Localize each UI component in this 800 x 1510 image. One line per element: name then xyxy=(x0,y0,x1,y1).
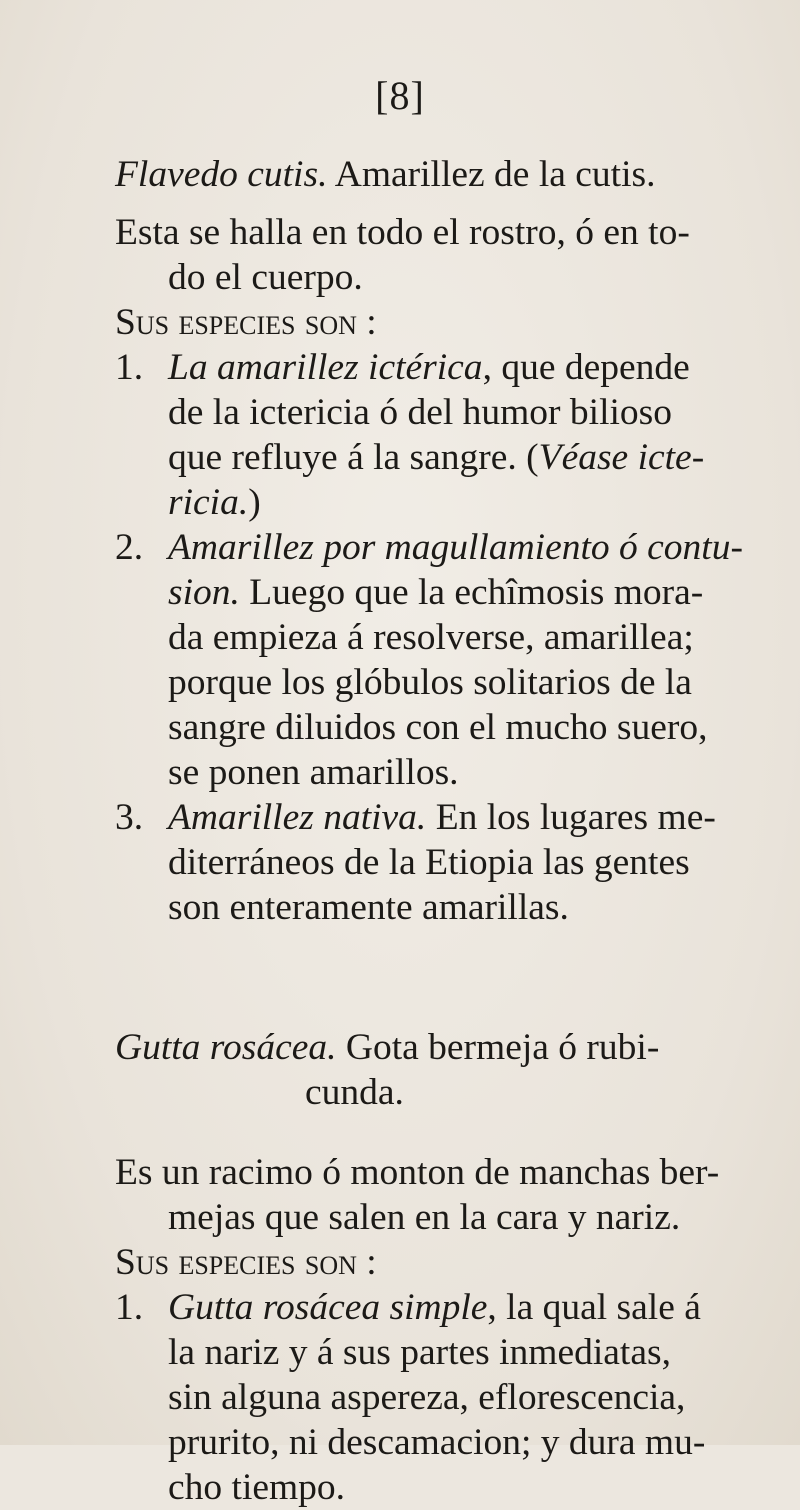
species-item-text: ) xyxy=(248,482,261,523)
gutta-section xyxy=(115,1025,775,1115)
species-item-text: diterráneos de la Etiopia las gentes xyxy=(168,842,690,883)
species-item-text: de la ictericia ó del humor bilioso xyxy=(168,392,673,433)
species-item-number: 1. xyxy=(115,347,144,388)
species-item-text: son enteramente amarillas. xyxy=(168,887,569,928)
species-item-term: Gutta rosácea simple xyxy=(168,1287,488,1328)
species-item-text: la nariz y á sus partes inmediatas, xyxy=(168,1332,671,1373)
species-item-2 xyxy=(115,525,775,570)
species-item-3 xyxy=(115,795,775,840)
flavedo-desc-line: Esta se halla en todo el rostro, ó en to- xyxy=(115,212,690,253)
species-item-text: sangre diluidos con el mucho suero, xyxy=(168,707,708,748)
species-item-text xyxy=(115,480,775,525)
gutta-heading-continued: cunda. xyxy=(305,1072,404,1113)
cross-reference: Véase icte- xyxy=(538,437,705,478)
gutta-body xyxy=(115,1150,775,1510)
page-number: [8] xyxy=(375,73,425,118)
flavedo-section xyxy=(115,152,775,197)
flavedo-species-label: Sus especies son : xyxy=(115,302,377,343)
flavedo-body xyxy=(115,210,775,930)
species-item-text: prurito, ni descamacion; y dura mu- xyxy=(168,1422,706,1463)
species-item-text: cho tiempo. xyxy=(168,1467,346,1508)
species-item-text: , la qual sale á xyxy=(487,1287,701,1328)
flavedo-desc-line: do el cuerpo. xyxy=(168,257,363,298)
species-item-text: que refluye á la sangre. ( xyxy=(168,437,539,478)
gutta-species-label: Sus especies son : xyxy=(115,1242,377,1283)
species-item-text: Luego que la echîmosis mora- xyxy=(239,572,704,613)
species-item-text: porque los glóbulos solitarios de la xyxy=(168,662,692,703)
gutta-species-item-1 xyxy=(115,1285,775,1330)
gutta-heading-term: Gutta rosácea. xyxy=(115,1027,337,1068)
species-item-number: 3. xyxy=(115,797,144,838)
species-item-text: se ponen amarillos. xyxy=(168,752,459,793)
species-item-term: Amarillez por magullamiento ó contu- xyxy=(168,527,743,568)
species-item-text: sin alguna aspereza, eflorescencia, xyxy=(168,1377,686,1418)
species-item-term: La amarillez ictérica xyxy=(168,347,483,388)
species-item-text: En los lugares me- xyxy=(426,797,716,838)
species-item-number: 1. xyxy=(115,1287,144,1328)
species-item-text xyxy=(115,435,775,480)
gutta-desc-line: Es un racimo ó monton de manchas ber- xyxy=(115,1152,720,1193)
species-item-text xyxy=(115,570,775,615)
flavedo-heading-term: Flavedo cutis. xyxy=(115,154,328,195)
cross-reference: ricia. xyxy=(168,482,249,523)
species-item-text: , que depende xyxy=(482,347,690,388)
species-item-text: da empieza á resolverse, amarillea; xyxy=(168,617,694,658)
flavedo-heading-translation: Amarillez de la cutis. xyxy=(327,154,656,195)
species-item-term: Amarillez nativa. xyxy=(168,797,427,838)
gutta-heading xyxy=(115,1025,775,1070)
species-item-number: 2. xyxy=(115,527,144,568)
gutta-heading-rest: Gota bermeja ó rubi- xyxy=(336,1027,660,1068)
species-item-1 xyxy=(115,345,775,390)
flavedo-heading xyxy=(115,152,775,197)
species-item-term: sion. xyxy=(168,572,240,613)
gutta-desc-line: mejas que salen en la cara y nariz. xyxy=(168,1197,681,1238)
